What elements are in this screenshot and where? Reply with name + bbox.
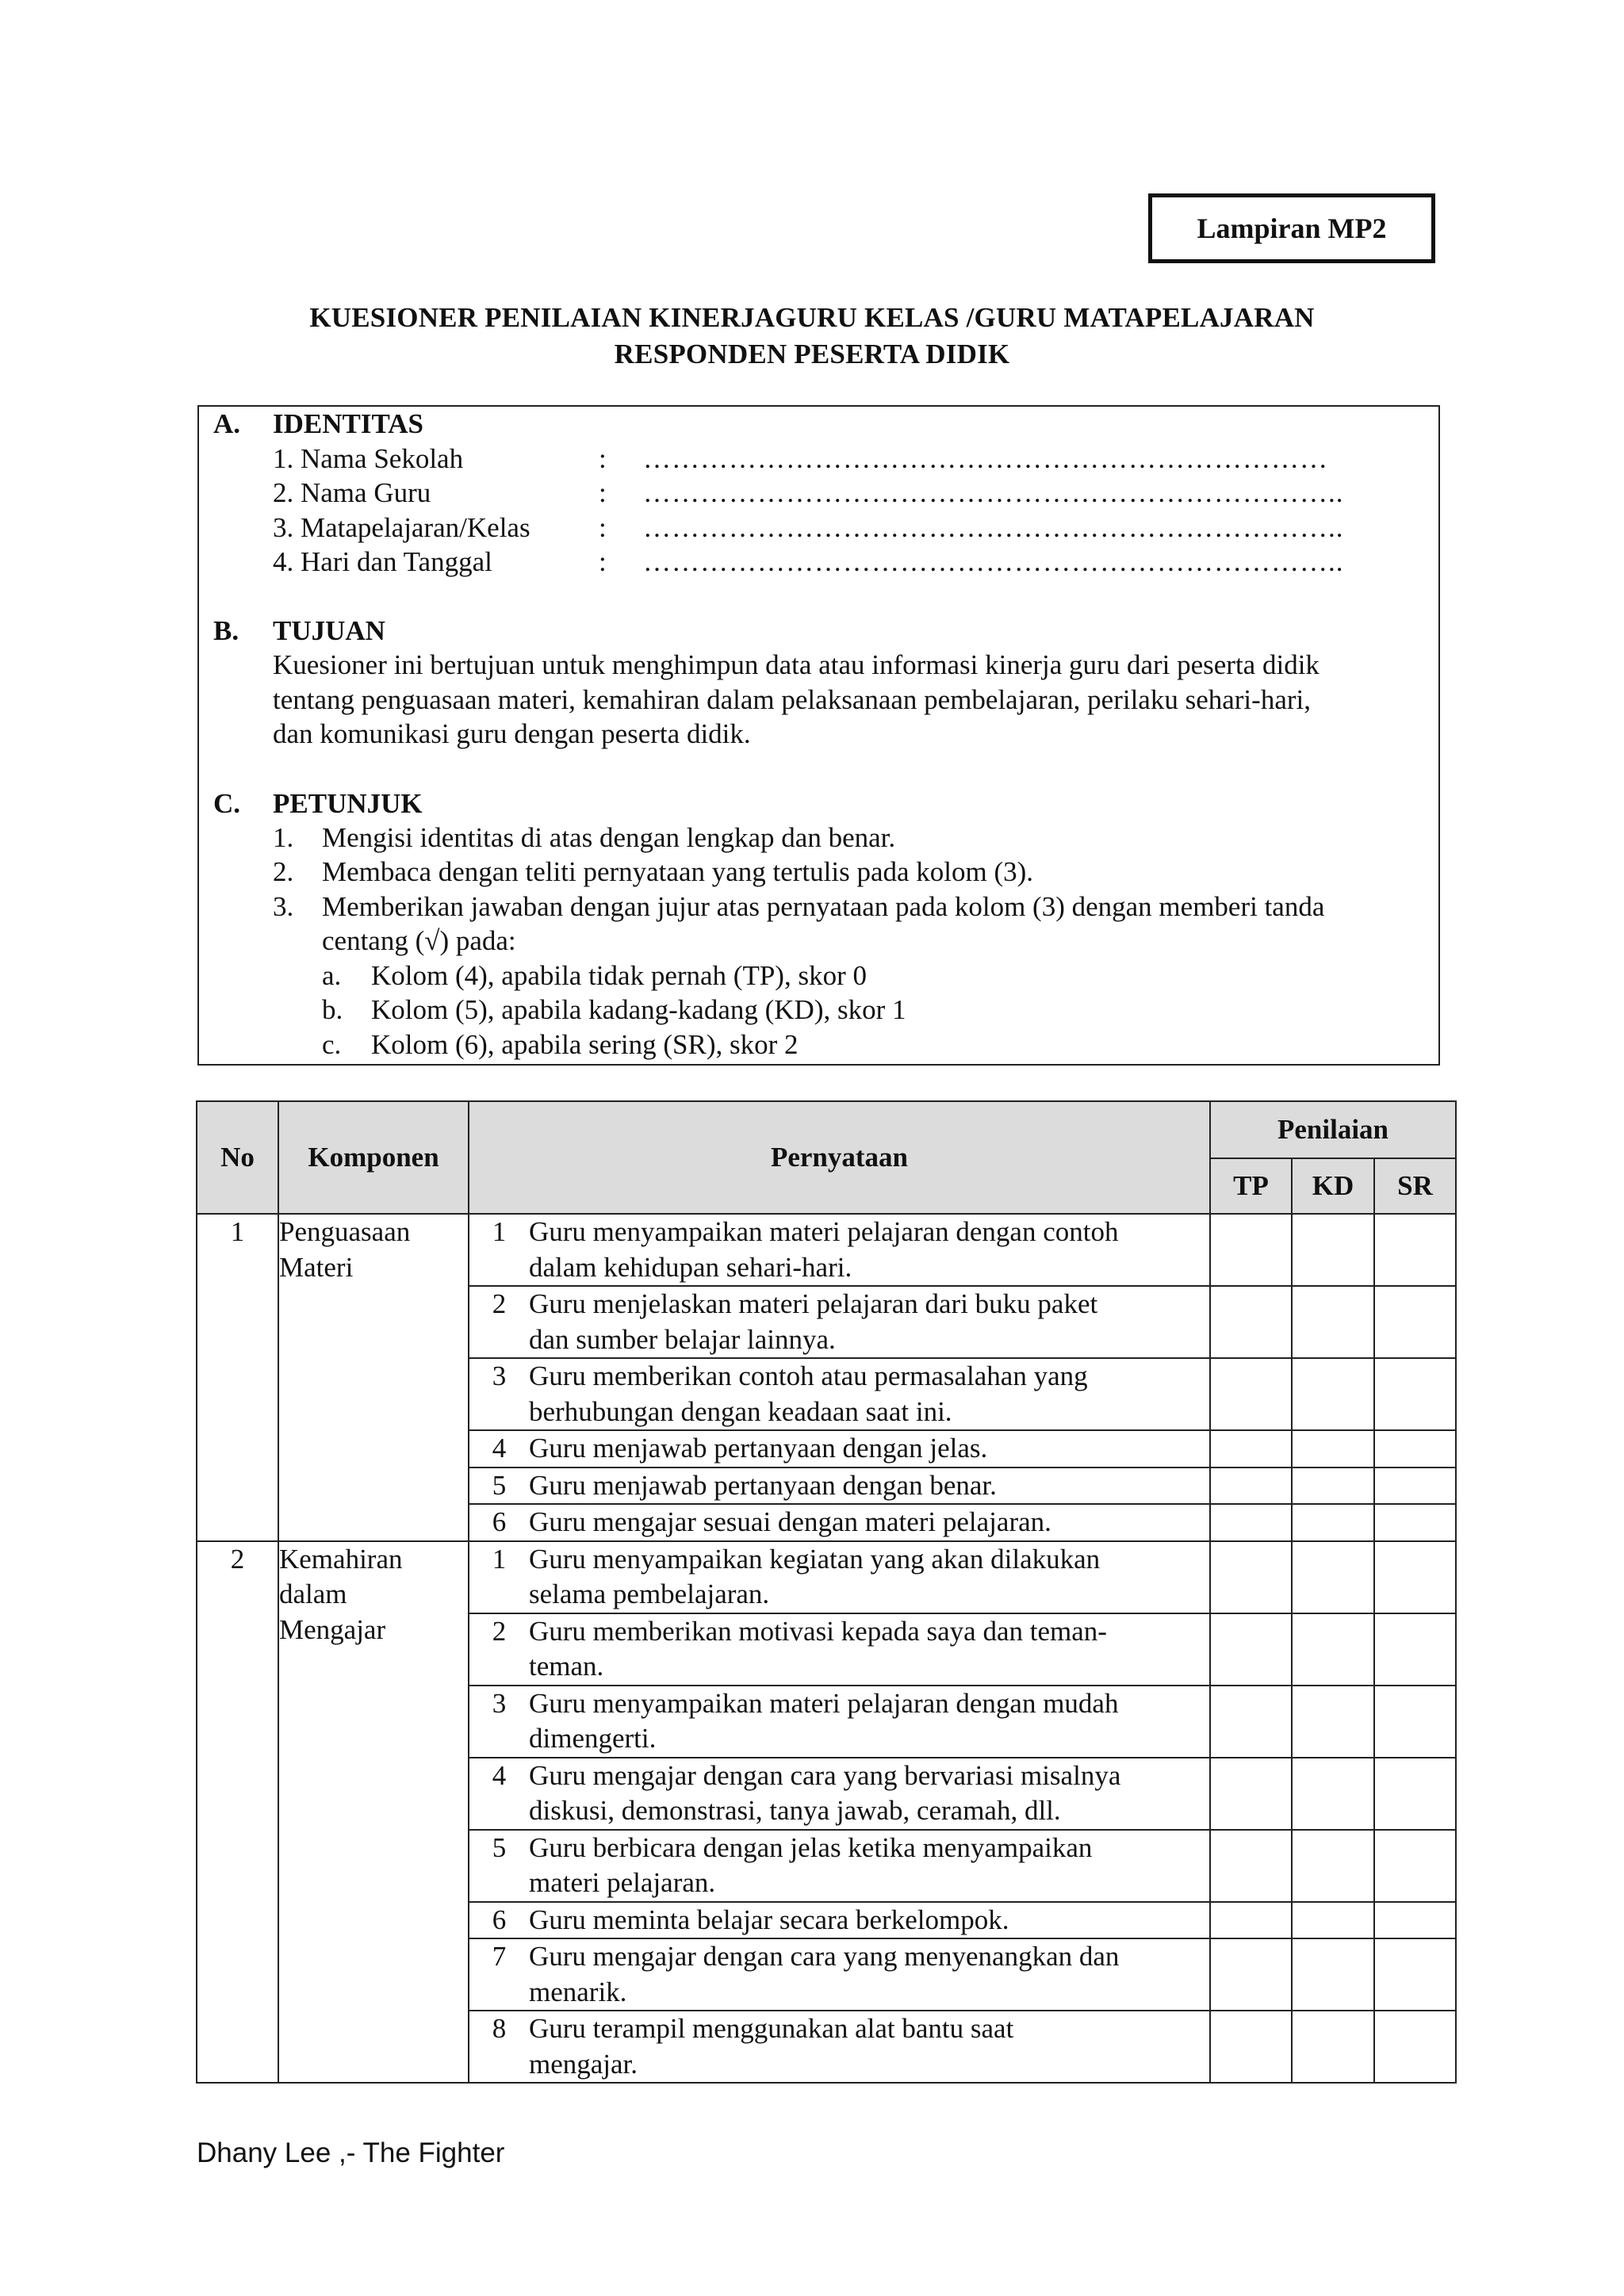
statement-text: Guru terampil menggunakan alat bantu saat mengajar.	[529, 2011, 1210, 2083]
document-subtitle: RESPONDEN PESERTA DIDIK	[614, 339, 1010, 369]
score-cell-sr[interactable]	[1374, 1504, 1456, 1541]
statement-number: 4	[469, 1430, 529, 1468]
score-cell-sr[interactable]	[1374, 1758, 1456, 1830]
statement-number: 1	[469, 1541, 529, 1613]
score-cell-kd[interactable]	[1292, 1214, 1374, 1286]
score-cell-sr[interactable]	[1374, 1214, 1456, 1286]
header-kd: KD	[1292, 1158, 1374, 1214]
score-cell-sr[interactable]	[1374, 1613, 1456, 1686]
score-cell-tp[interactable]	[1210, 1902, 1292, 1939]
statement-number: 1	[469, 1214, 529, 1286]
statement-number: 4	[469, 1758, 529, 1830]
statement-text: Guru meminta belajar secara berkelompok.	[529, 1902, 1210, 1939]
score-cell-tp[interactable]	[1210, 1468, 1292, 1505]
component-name: Penguasaan Materi	[278, 1214, 469, 1541]
statement-text: Guru menyampaikan materi pelajaran dengan contoh dalam kehidupan sehari-hari.	[529, 1214, 1210, 1286]
section-petunjuk-heading: C. PETUNJUK	[213, 788, 423, 819]
statement-number: 5	[469, 1468, 529, 1505]
score-cell-sr[interactable]	[1374, 2011, 1456, 2083]
score-cell-tp[interactable]	[1210, 1541, 1292, 1613]
attachment-label: Lampiran MP2	[1197, 212, 1387, 244]
score-cell-sr[interactable]	[1374, 1541, 1456, 1613]
statement-number: 3	[469, 1686, 529, 1758]
attachment-label-box	[1148, 193, 1435, 263]
score-cell-tp[interactable]	[1210, 1286, 1292, 1358]
statement-number: 3	[469, 1358, 529, 1430]
score-cell-tp[interactable]	[1210, 1758, 1292, 1830]
score-cell-kd[interactable]	[1292, 1938, 1374, 2011]
score-cell-tp[interactable]	[1210, 1358, 1292, 1430]
statement-number: 2	[469, 1286, 529, 1358]
statement-text: Guru menjawab pertanyaan dengan benar.	[529, 1468, 1210, 1505]
statement-text: Guru mengajar dengan cara yang bervariasi misalnya diskusi, demonstrasi, tanya jawab, ceramah, dll.	[529, 1758, 1210, 1830]
header-sr: SR	[1374, 1158, 1456, 1214]
header-komponen: Komponen	[278, 1101, 469, 1214]
score-cell-kd[interactable]	[1292, 1613, 1374, 1686]
score-cell-sr[interactable]	[1374, 1902, 1456, 1939]
statement-text: Guru menjelaskan materi pelajaran dari buku paket dan sumber belajar lainnya.	[529, 1286, 1210, 1358]
score-cell-kd[interactable]	[1292, 1541, 1374, 1613]
statement-number: 8	[469, 2011, 529, 2083]
row-number: 1	[197, 1214, 278, 1541]
score-cell-kd[interactable]	[1292, 1286, 1374, 1358]
table-row	[197, 1541, 1456, 1613]
score-cell-tp[interactable]	[1210, 1504, 1292, 1541]
score-cell-tp[interactable]	[1210, 1686, 1292, 1758]
statement-text: Guru memberikan contoh atau permasalahan yang berhubungan dengan keadaan saat ini.	[529, 1358, 1210, 1430]
page-footer: Dhany Lee ,- The Fighter	[197, 2137, 505, 2168]
score-cell-sr[interactable]	[1374, 1430, 1456, 1468]
info-box: A. IDENTITAS 1. Nama Sekolah : ……………………………………………………………… 2. Nama Guru : ……………………………………………………………….. 3. Matapelajaran/Kelas : ……………………………………………………………….. 4. Hari dan Tanggal : ……………………………………………………………….. B. TUJUAN Kuesioner ini bertujuan untuk menghimpun data atau informasi kinerja guru dari peserta didik tentang penguasaan materi, kemahiran dalam pelaksanaan pembelajaran, perilaku sehari-hari, dan komunikasi guru dengan peserta didik. C. PETUNJUK 1. Mengisi identitas di atas dengan lengkap dan benar. 2. Membaca dengan teliti pernyataan yang tertulis pada kolom (3). 3. Memberikan jawaban dengan jujur atas pernyataan pada kolom (3) dengan memberi tanda centang (√) pada: a. Kolom (4), apabila tidak pernah (TP), skor 0 b. Kolom (5), apabila kadang-kadang (KD), skor 1 c. Kolom (6), apabila sering (SR), skor 2	[197, 405, 1440, 1066]
score-cell-kd[interactable]	[1292, 2011, 1374, 2083]
score-cell-kd[interactable]	[1292, 1830, 1374, 1902]
statement-number: 2	[469, 1613, 529, 1686]
score-cell-tp[interactable]	[1210, 1430, 1292, 1468]
row-number: 2	[197, 1541, 278, 2084]
score-cell-tp[interactable]	[1210, 1938, 1292, 2011]
statement-number: 6	[469, 1902, 529, 1939]
statement-number: 6	[469, 1504, 529, 1541]
score-cell-tp[interactable]	[1210, 2011, 1292, 2083]
score-cell-kd[interactable]	[1292, 1468, 1374, 1505]
statement-text: Guru menyampaikan materi pelajaran dengan mudah dimengerti.	[529, 1686, 1210, 1758]
section-identitas-heading: A. IDENTITAS	[213, 408, 423, 439]
score-cell-sr[interactable]	[1374, 1286, 1456, 1358]
score-cell-tp[interactable]	[1210, 1613, 1292, 1686]
score-cell-sr[interactable]	[1374, 1358, 1456, 1430]
score-cell-sr[interactable]	[1374, 1938, 1456, 2011]
component-name: Kemahiran dalam Mengajar	[278, 1541, 469, 2084]
header-tp: TP	[1210, 1158, 1292, 1214]
document-title: KUESIONER PENILAIAN KINERJAGURU KELAS /GURU MATAPELAJARAN	[309, 302, 1315, 333]
score-cell-sr[interactable]	[1374, 1830, 1456, 1902]
score-cell-kd[interactable]	[1292, 1504, 1374, 1541]
statement-text: Guru mengajar dengan cara yang menyenangkan dan menarik.	[529, 1938, 1210, 2011]
header-penilaian: Penilaian	[1210, 1101, 1456, 1158]
score-cell-kd[interactable]	[1292, 1902, 1374, 1939]
statement-text: Guru mengajar sesuai dengan materi pelajaran.	[529, 1504, 1210, 1541]
statement-text: Guru menyampaikan kegiatan yang akan dilakukan selama pembelajaran.	[529, 1541, 1210, 1613]
score-cell-kd[interactable]	[1292, 1430, 1374, 1468]
score-cell-sr[interactable]	[1374, 1468, 1456, 1505]
section-tujuan-heading: B. TUJUAN	[213, 615, 385, 646]
statement-text: Guru memberikan motivasi kepada saya dan teman- teman.	[529, 1613, 1210, 1686]
score-cell-kd[interactable]	[1292, 1758, 1374, 1830]
header-no: No	[197, 1101, 278, 1214]
score-cell-sr[interactable]	[1374, 1686, 1456, 1758]
statement-text: Guru menjawab pertanyaan dengan jelas.	[529, 1430, 1210, 1468]
statement-number: 5	[469, 1830, 529, 1902]
score-cell-kd[interactable]	[1292, 1358, 1374, 1430]
assessment-table	[196, 1100, 1457, 2084]
score-cell-kd[interactable]	[1292, 1686, 1374, 1758]
statement-text: Guru berbicara dengan jelas ketika menyampaikan materi pelajaran.	[529, 1830, 1210, 1902]
statement-number: 7	[469, 1938, 529, 2011]
purpose-paragraph: Kuesioner ini bertujuan untuk menghimpun data atau informasi kinerja guru dari peserta didik tentang penguasaan materi, kemahiran dalam pelaksanaan pembelajaran, perilaku sehari-hari, dan komunikasi guru dengan peserta didik.	[273, 649, 1320, 749]
score-cell-tp[interactable]	[1210, 1830, 1292, 1902]
table-row	[197, 1214, 1456, 1286]
header-pernyataan: Pernyataan	[469, 1101, 1210, 1214]
score-cell-tp[interactable]	[1210, 1214, 1292, 1286]
